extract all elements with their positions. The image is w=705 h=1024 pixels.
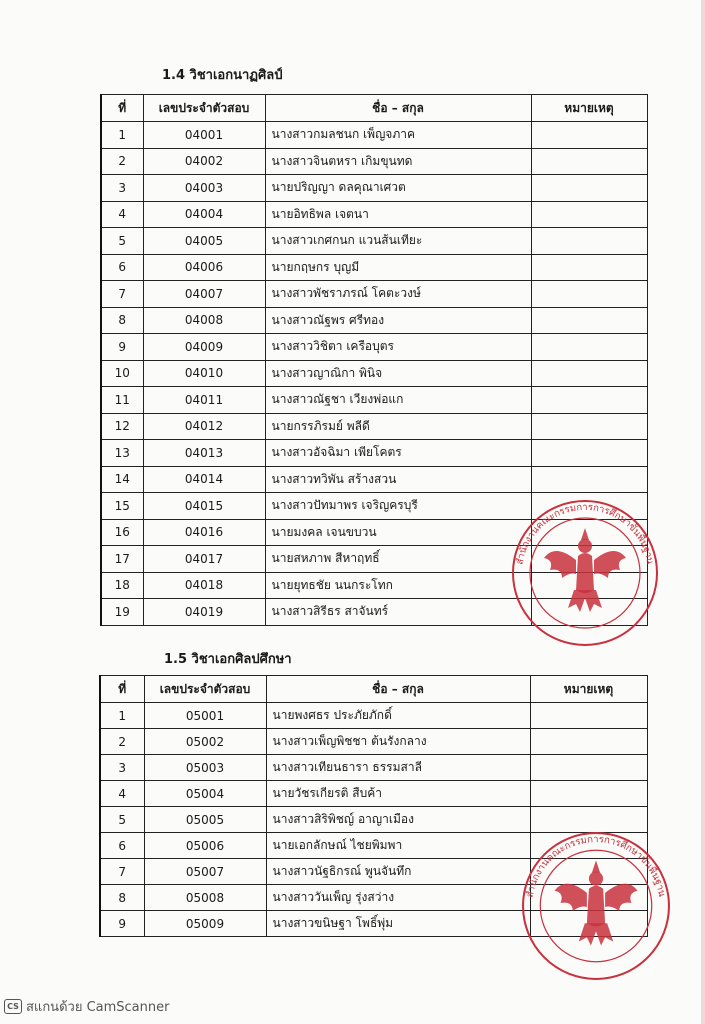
official-seal-stamp xyxy=(520,830,672,982)
exam-id-cell: 04006 xyxy=(143,254,265,281)
header-remark: หมายเหตุ xyxy=(531,95,647,122)
name-cell: นายปริญญา ดลคุณาเศวต xyxy=(265,175,531,202)
seal-text: สำนักงานคณะกรรมการการศึกษาขั้นพื้นฐาน xyxy=(524,834,668,899)
row-number: 14 xyxy=(101,466,143,493)
header-no: ที่ xyxy=(101,95,143,122)
table-row xyxy=(101,228,647,255)
name-cell: นางสาวเพ็ญพิชชา ต้นรังกลาง xyxy=(266,729,530,755)
remark-cell xyxy=(531,201,647,228)
remark-cell xyxy=(530,703,647,729)
header-name: ชื่อ – สกุล xyxy=(266,676,530,703)
exam-id-cell: 05001 xyxy=(144,703,266,729)
name-cell: นายเอกลักษณ์ ไชยพิมพา xyxy=(266,833,530,859)
name-cell: นางสาววิชิตา เครือบุตร xyxy=(265,334,531,361)
exam-id-cell: 04016 xyxy=(143,519,265,546)
remark-cell xyxy=(531,307,647,334)
name-cell: นางสาวปัทมาพร เจริญครบุรี xyxy=(265,493,531,520)
exam-id-cell: 05003 xyxy=(144,755,266,781)
name-cell: นางสาวพัชราภรณ์ โคตะวงษ์ xyxy=(265,281,531,308)
exam-id-cell: 04014 xyxy=(143,466,265,493)
row-number: 11 xyxy=(101,387,143,414)
name-cell: นางสาวญาณิกา พินิจ xyxy=(265,360,531,387)
table-row xyxy=(100,729,647,755)
table-row xyxy=(101,122,647,149)
row-number: 1 xyxy=(101,122,143,149)
exam-id-cell: 05009 xyxy=(144,911,266,937)
exam-id-cell: 04015 xyxy=(143,493,265,520)
remark-cell xyxy=(531,413,647,440)
official-seal-stamp xyxy=(510,498,660,648)
name-cell: นางสาวนัฐธิกรณ์ พูนจันทึก xyxy=(266,859,530,885)
table-row xyxy=(100,807,647,833)
exam-id-cell: 04002 xyxy=(143,148,265,175)
header-no: ที่ xyxy=(100,676,144,703)
remark-cell xyxy=(531,334,647,361)
row-number: 15 xyxy=(101,493,143,520)
table-header-row xyxy=(100,676,647,703)
row-number: 1 xyxy=(100,703,144,729)
exam-id-cell: 04010 xyxy=(143,360,265,387)
exam-id-cell: 04005 xyxy=(143,228,265,255)
exam-id-cell: 04013 xyxy=(143,440,265,467)
name-cell: นายพงศธร ประภัยภักดิ์ xyxy=(266,703,530,729)
table-row xyxy=(101,387,647,414)
exam-id-cell: 04004 xyxy=(143,201,265,228)
remark-cell xyxy=(531,175,647,202)
remark-cell xyxy=(530,807,647,833)
scanner-watermark-text: สแกนด้วย CamScanner xyxy=(26,1000,170,1015)
table-row xyxy=(101,254,647,281)
name-cell: นางสาวอัจฉิมา เพียโคตร xyxy=(265,440,531,467)
row-number: 5 xyxy=(101,228,143,255)
name-cell: นายสหภาพ สีหาฤทธิ์ xyxy=(265,546,531,573)
row-number: 3 xyxy=(101,175,143,202)
row-number: 12 xyxy=(101,413,143,440)
row-number: 13 xyxy=(101,440,143,467)
section-title-dance: 1.4 วิชาเอกนาฏศิลป์ xyxy=(162,68,283,83)
row-number: 2 xyxy=(101,148,143,175)
name-cell: นายกรรภิรมย์ พลีดี xyxy=(265,413,531,440)
row-number: 17 xyxy=(101,546,143,573)
table-row xyxy=(101,413,647,440)
table-row xyxy=(101,360,647,387)
seal-text: สำนักงานคณะกรรมการการศึกษาขั้นพื้นฐาน xyxy=(514,501,656,566)
remark-cell xyxy=(530,781,647,807)
page-edge xyxy=(701,0,705,1024)
exam-id-cell: 04008 xyxy=(143,307,265,334)
row-number: 4 xyxy=(101,201,143,228)
table-row xyxy=(101,281,647,308)
table-header-row xyxy=(101,95,647,122)
header-remark: หมายเหตุ xyxy=(530,676,647,703)
exam-id-cell: 05007 xyxy=(144,859,266,885)
exam-id-cell: 05008 xyxy=(144,885,266,911)
section-title-art-education: 1.5 วิชาเอกศิลปศึกษา xyxy=(164,652,292,667)
name-cell: นางสาววันเพ็ญ รุ่งสว่าง xyxy=(266,885,530,911)
name-cell: นางสาวจินตหรา เกิมขุนทด xyxy=(265,148,531,175)
table-row xyxy=(101,307,647,334)
exam-id-cell: 04011 xyxy=(143,387,265,414)
remark-cell xyxy=(531,440,647,467)
row-number: 7 xyxy=(100,859,144,885)
header-exam-id: เลขประจำตัวสอบ xyxy=(143,95,265,122)
remark-cell xyxy=(531,148,647,175)
row-number: 2 xyxy=(100,729,144,755)
table-row xyxy=(101,466,647,493)
remark-cell xyxy=(530,755,647,781)
remark-cell xyxy=(531,254,647,281)
row-number: 19 xyxy=(101,599,143,626)
name-cell: นางสาวสิริพิชญ์ อาญาเมือง xyxy=(266,807,530,833)
table-row xyxy=(100,703,647,729)
row-number: 5 xyxy=(100,807,144,833)
name-cell: นายอิทธิพล เจตนา xyxy=(265,201,531,228)
name-cell: นายวัชรเกียรติ สืบค้า xyxy=(266,781,530,807)
row-number: 10 xyxy=(101,360,143,387)
row-number: 9 xyxy=(101,334,143,361)
table-row xyxy=(100,781,647,807)
row-number: 6 xyxy=(101,254,143,281)
exam-id-cell: 04007 xyxy=(143,281,265,308)
name-cell: นางสาวขนิษฐา โพธิ์พุ่ม xyxy=(266,911,530,937)
scanner-watermark xyxy=(4,996,169,1017)
remark-cell xyxy=(531,387,647,414)
row-number: 9 xyxy=(100,911,144,937)
remark-cell xyxy=(531,466,647,493)
row-number: 4 xyxy=(100,781,144,807)
exam-id-cell: 04003 xyxy=(143,175,265,202)
table-row xyxy=(101,334,647,361)
row-number: 6 xyxy=(100,833,144,859)
name-cell: นายยุทธชัย นนกระโทก xyxy=(265,572,531,599)
remark-cell xyxy=(531,281,647,308)
header-exam-id: เลขประจำตัวสอบ xyxy=(144,676,266,703)
table-row xyxy=(101,201,647,228)
name-cell: นางสาวณัฐพร ศรีทอง xyxy=(265,307,531,334)
table-row xyxy=(101,440,647,467)
row-number: 3 xyxy=(100,755,144,781)
exam-id-cell: 05005 xyxy=(144,807,266,833)
remark-cell xyxy=(531,228,647,255)
exam-id-cell: 05004 xyxy=(144,781,266,807)
remark-cell xyxy=(531,122,647,149)
remark-cell xyxy=(531,360,647,387)
name-cell: นางสาวทวิพัน สร้างสวน xyxy=(265,466,531,493)
exam-id-cell: 05002 xyxy=(144,729,266,755)
name-cell: นางสาวเกศกนก แวนส้นเทียะ xyxy=(265,228,531,255)
row-number: 16 xyxy=(101,519,143,546)
row-number: 8 xyxy=(101,307,143,334)
row-number: 18 xyxy=(101,572,143,599)
garuda-emblem-icon xyxy=(544,528,626,612)
exam-id-cell: 04018 xyxy=(143,572,265,599)
header-name: ชื่อ – สกุล xyxy=(265,95,531,122)
row-number: 7 xyxy=(101,281,143,308)
name-cell: นายมงคล เจนขบวน xyxy=(265,519,531,546)
name-cell: นายกฤษกร บุญมี xyxy=(265,254,531,281)
camscanner-icon: CS xyxy=(4,999,22,1014)
exam-id-cell: 05006 xyxy=(144,833,266,859)
remark-cell xyxy=(530,729,647,755)
table-row xyxy=(100,755,647,781)
table-row xyxy=(101,175,647,202)
table-row xyxy=(101,148,647,175)
name-cell: นางสาวกมลชนก เพ็ญจภาค xyxy=(265,122,531,149)
row-number: 8 xyxy=(100,885,144,911)
exam-id-cell: 04019 xyxy=(143,599,265,626)
exam-id-cell: 04012 xyxy=(143,413,265,440)
exam-id-cell: 04001 xyxy=(143,122,265,149)
name-cell: นางสาวณัฐชา เวียงพ่อแก xyxy=(265,387,531,414)
name-cell: นางสาวเทียนธารา ธรรมสาลี xyxy=(266,755,530,781)
garuda-emblem-icon xyxy=(554,860,637,945)
name-cell: นางสาวสิรีธร สาจันทร์ xyxy=(265,599,531,626)
exam-id-cell: 04009 xyxy=(143,334,265,361)
exam-id-cell: 04017 xyxy=(143,546,265,573)
